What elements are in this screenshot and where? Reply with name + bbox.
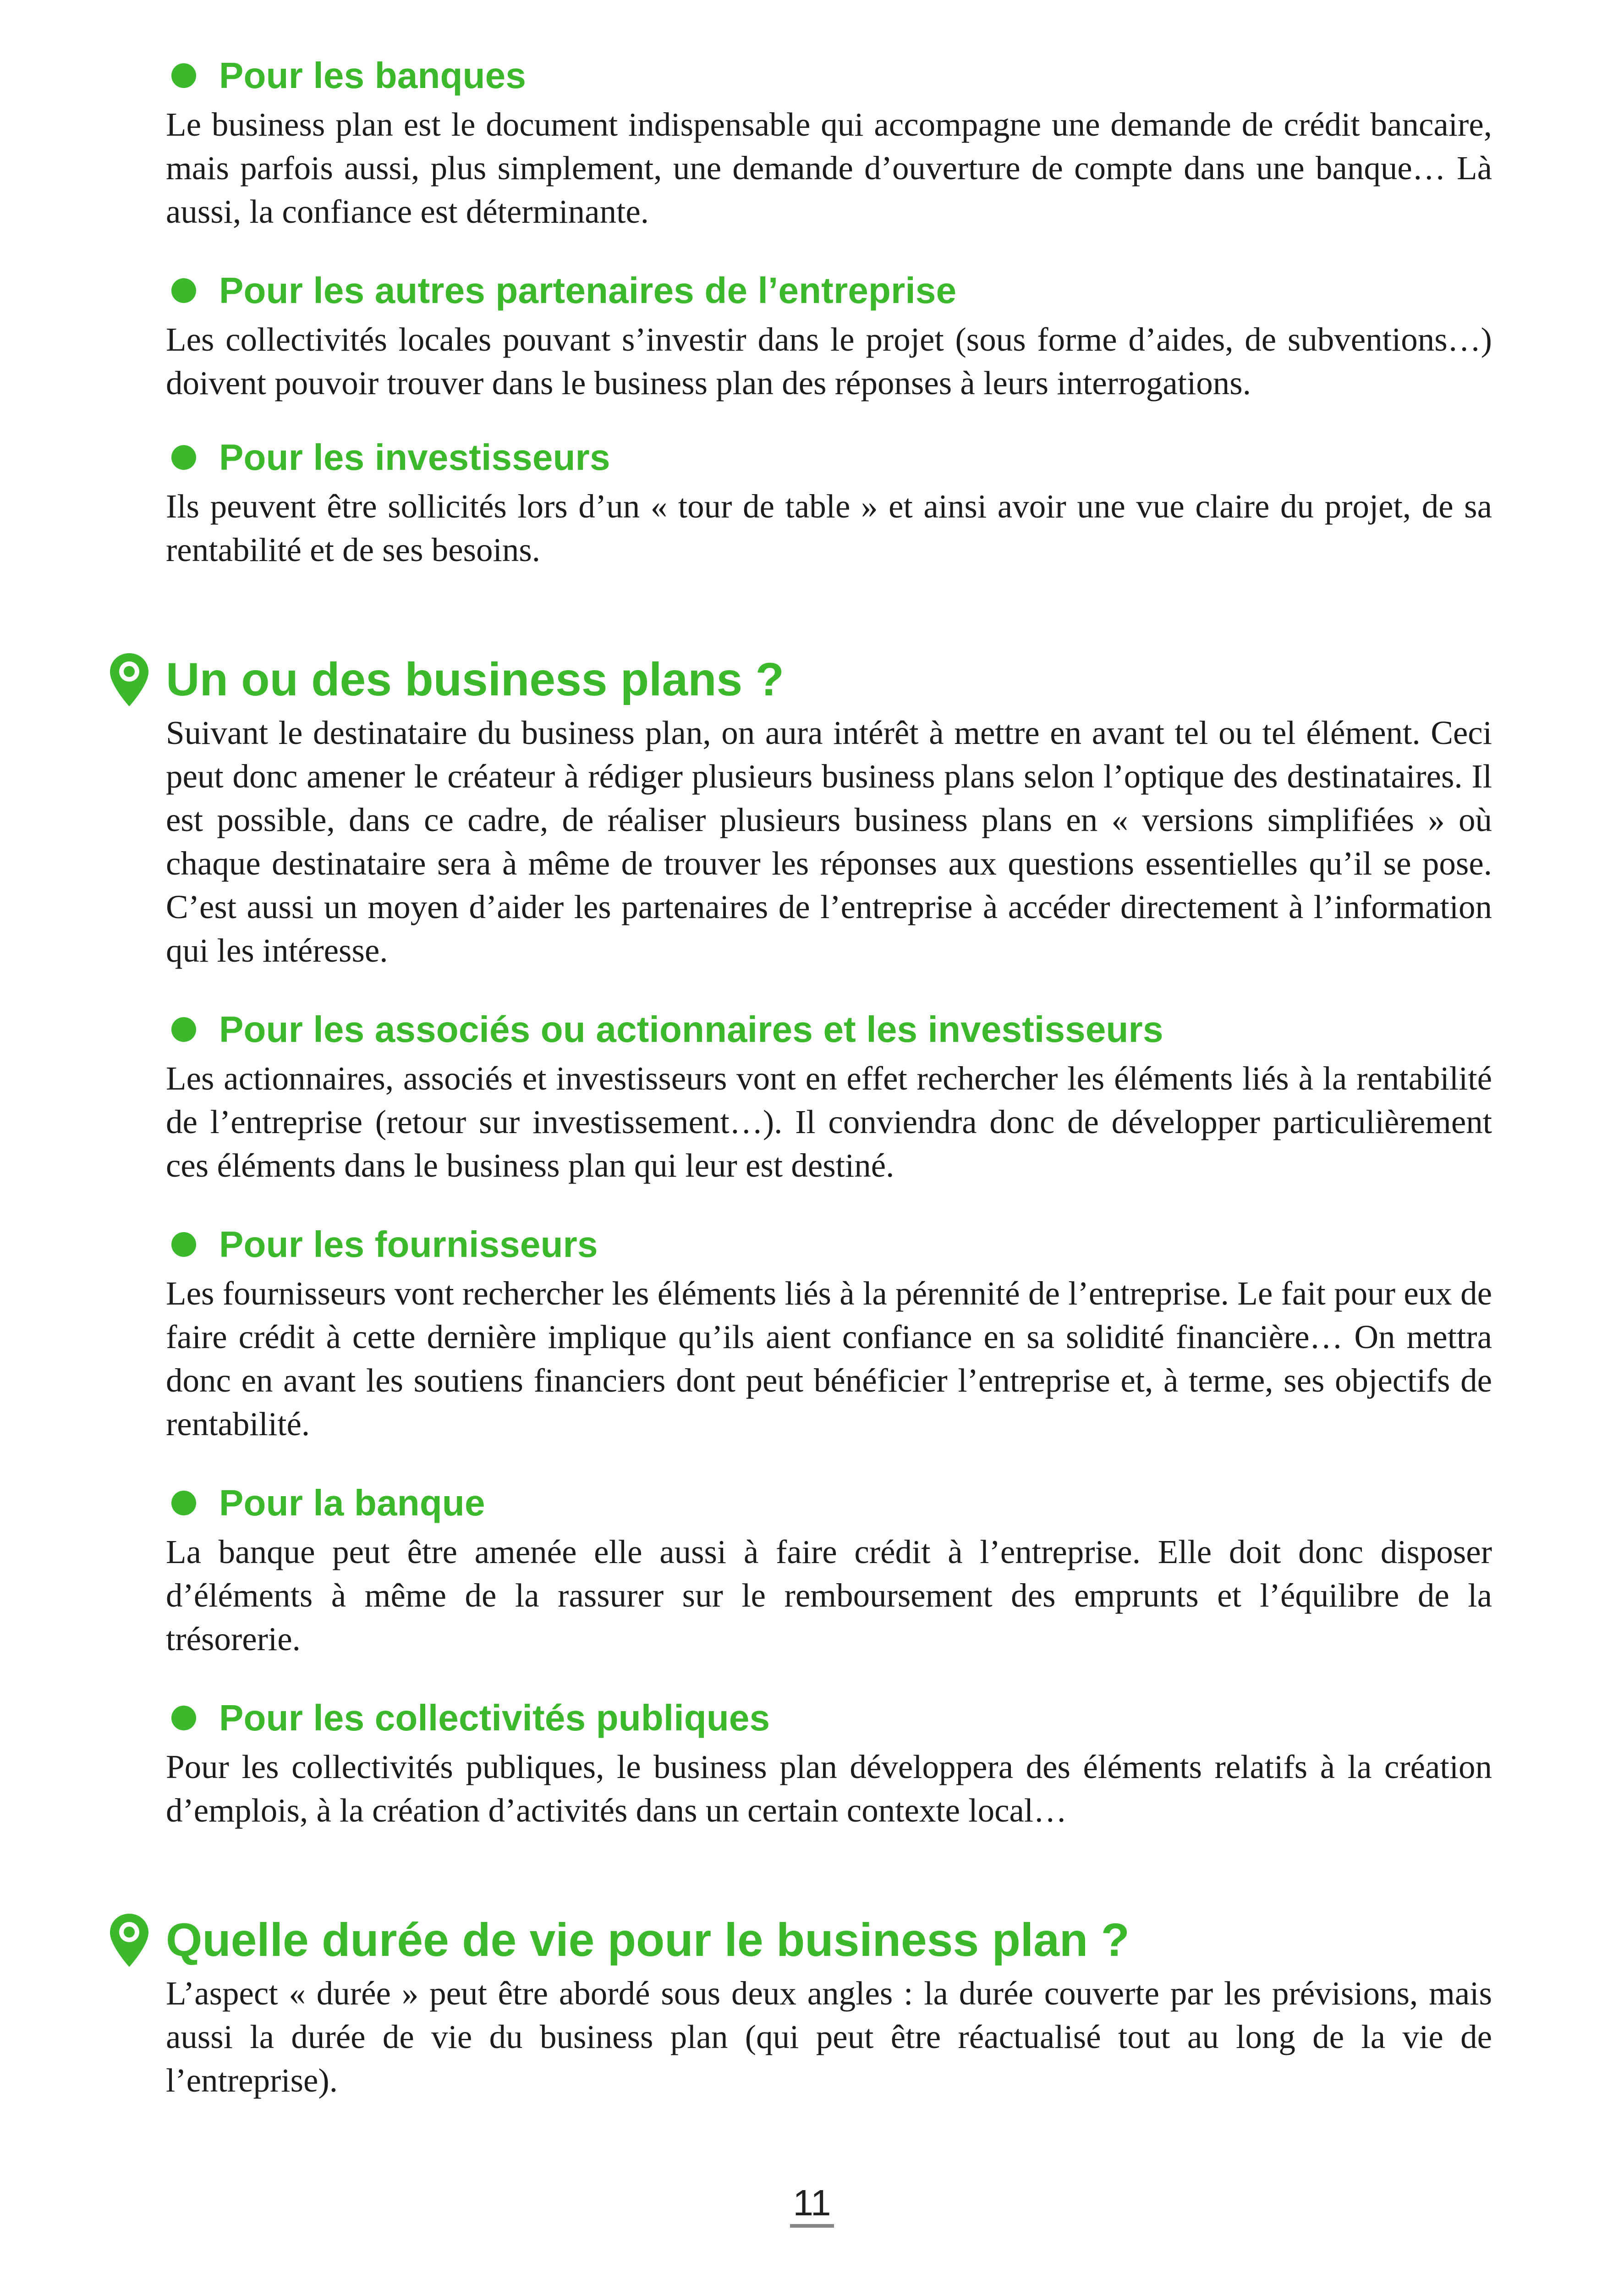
page-content (166, 50, 1492, 2102)
subheading-collectivites (166, 1693, 1492, 1743)
section-intro: Suivant le destinataire du business plan, on aura intérêt à mettre en avant tel ou tel élément. Ceci peut donc amener le créateur à rédiger plusieurs business plans selon l’optique des destinataires. Il est possible, dans ce cadre, de réaliser plusieurs business plans en « versions simplifiées » où chaque destinataire sera à même de trouver les réponses aux questions essentielles qu’il se pose. C’est aussi un moyen d’aider les partenaires de l’entreprise à accéder directement à l’information qui les intéresse. (166, 714, 1492, 969)
section-title-duree-de-vie (166, 1910, 1492, 1970)
bullet-icon (171, 1017, 196, 1042)
subheading-associes (166, 1004, 1492, 1055)
location-pin-icon (106, 1911, 152, 1971)
paragraph: Les collectivités locales pouvant s’investir dans le projet (sous forme d’aides, de subventions…) doivent pouvoir trouver dans le business plan des réponses à leurs interrogations. (166, 321, 1492, 402)
location-pin-icon (106, 650, 152, 710)
bullet-icon (171, 278, 196, 303)
section-title-business-plans (166, 650, 1492, 709)
subheading-text: Pour les collectivités publiques (219, 1697, 770, 1738)
block-fournisseurs (166, 1219, 1492, 1446)
paragraph: Ils peuvent être sollicités lors d’un « tour de table » et ainsi avoir une vue claire du projet, de sa rentabilité et de ses besoins. (166, 488, 1492, 568)
bullet-icon (171, 1706, 196, 1730)
block-associes (166, 1004, 1492, 1187)
paragraph: Pour les collectivités publiques, le business plan développera des éléments relatifs à la création d’emplois, à la création d’activités dans un certain contexte local… (166, 1748, 1492, 1829)
bullet-icon (171, 1491, 196, 1515)
subheading-text: Pour les fournisseurs (219, 1224, 598, 1265)
paragraph: Les actionnaires, associés et investisseurs vont en effet rechercher les éléments liés à la rentabilité de l’entreprise (retour sur investissement…). Il conviendra donc de développer particulièrement ces éléments dans le business plan qui leur est destiné. (166, 1060, 1492, 1184)
subheading-text: Pour les associés ou actionnaires et les investisseurs (219, 1009, 1163, 1050)
block-banques (166, 50, 1492, 233)
subheading-text: Pour les investisseurs (219, 437, 610, 478)
section-intro: L’aspect « durée » peut être abordé sous deux angles : la durée couverte par les prévisions, mais aussi la durée de vie du business plan (qui peut être réactualisé tout au long de la vie de l’entreprise). (166, 1975, 1492, 2099)
block-autres-partenaires (166, 265, 1492, 405)
paragraph: Les fournisseurs vont rechercher les éléments liés à la pérennité de l’entreprise. Le fait pour eux de faire crédit à cette dernière implique qu’ils aient confiance en sa solidité financière… On mettra donc en avant les soutiens financiers dont peut bénéficier l’entreprise et, à terme, ses objectifs de rentabilité. (166, 1275, 1492, 1443)
paragraph: Le business plan est le document indispensable qui accompagne une demande de crédit bancaire, mais parfois aussi, plus simplement, une demande d’ouverture de compte dans une banque… Là aussi, la confiance est déterminante. (166, 106, 1492, 230)
subheading-banque (166, 1478, 1492, 1528)
subheading-fournisseurs (166, 1219, 1492, 1270)
subheading-banques (166, 50, 1492, 101)
block-investisseurs (166, 432, 1492, 572)
bullet-icon (171, 1232, 196, 1257)
bullet-icon (171, 445, 196, 470)
subheading-autres-partenaires (166, 265, 1492, 316)
block-banque (166, 1478, 1492, 1661)
page-number-text: 11 (790, 2185, 834, 2228)
subheading-text: Pour la banque (219, 1482, 485, 1523)
paragraph: La banque peut être amenée elle aussi à faire crédit à l’entreprise. Elle doit donc disposer d’éléments à même de la rassurer sur le remboursement des emprunts et l’équilibre de la trésorerie. (166, 1533, 1492, 1657)
section-title-text: Un ou des business plans ? (166, 653, 784, 705)
subheading-text: Pour les autres partenaires de l’entreprise (219, 270, 957, 311)
bullet-icon (171, 63, 196, 88)
page-number (0, 2182, 1624, 2228)
subheading-investisseurs (166, 432, 1492, 483)
subheading-text: Pour les banques (219, 55, 527, 96)
section-title-text: Quelle durée de vie pour le business plan ? (166, 1913, 1130, 1966)
block-collectivites (166, 1693, 1492, 1832)
